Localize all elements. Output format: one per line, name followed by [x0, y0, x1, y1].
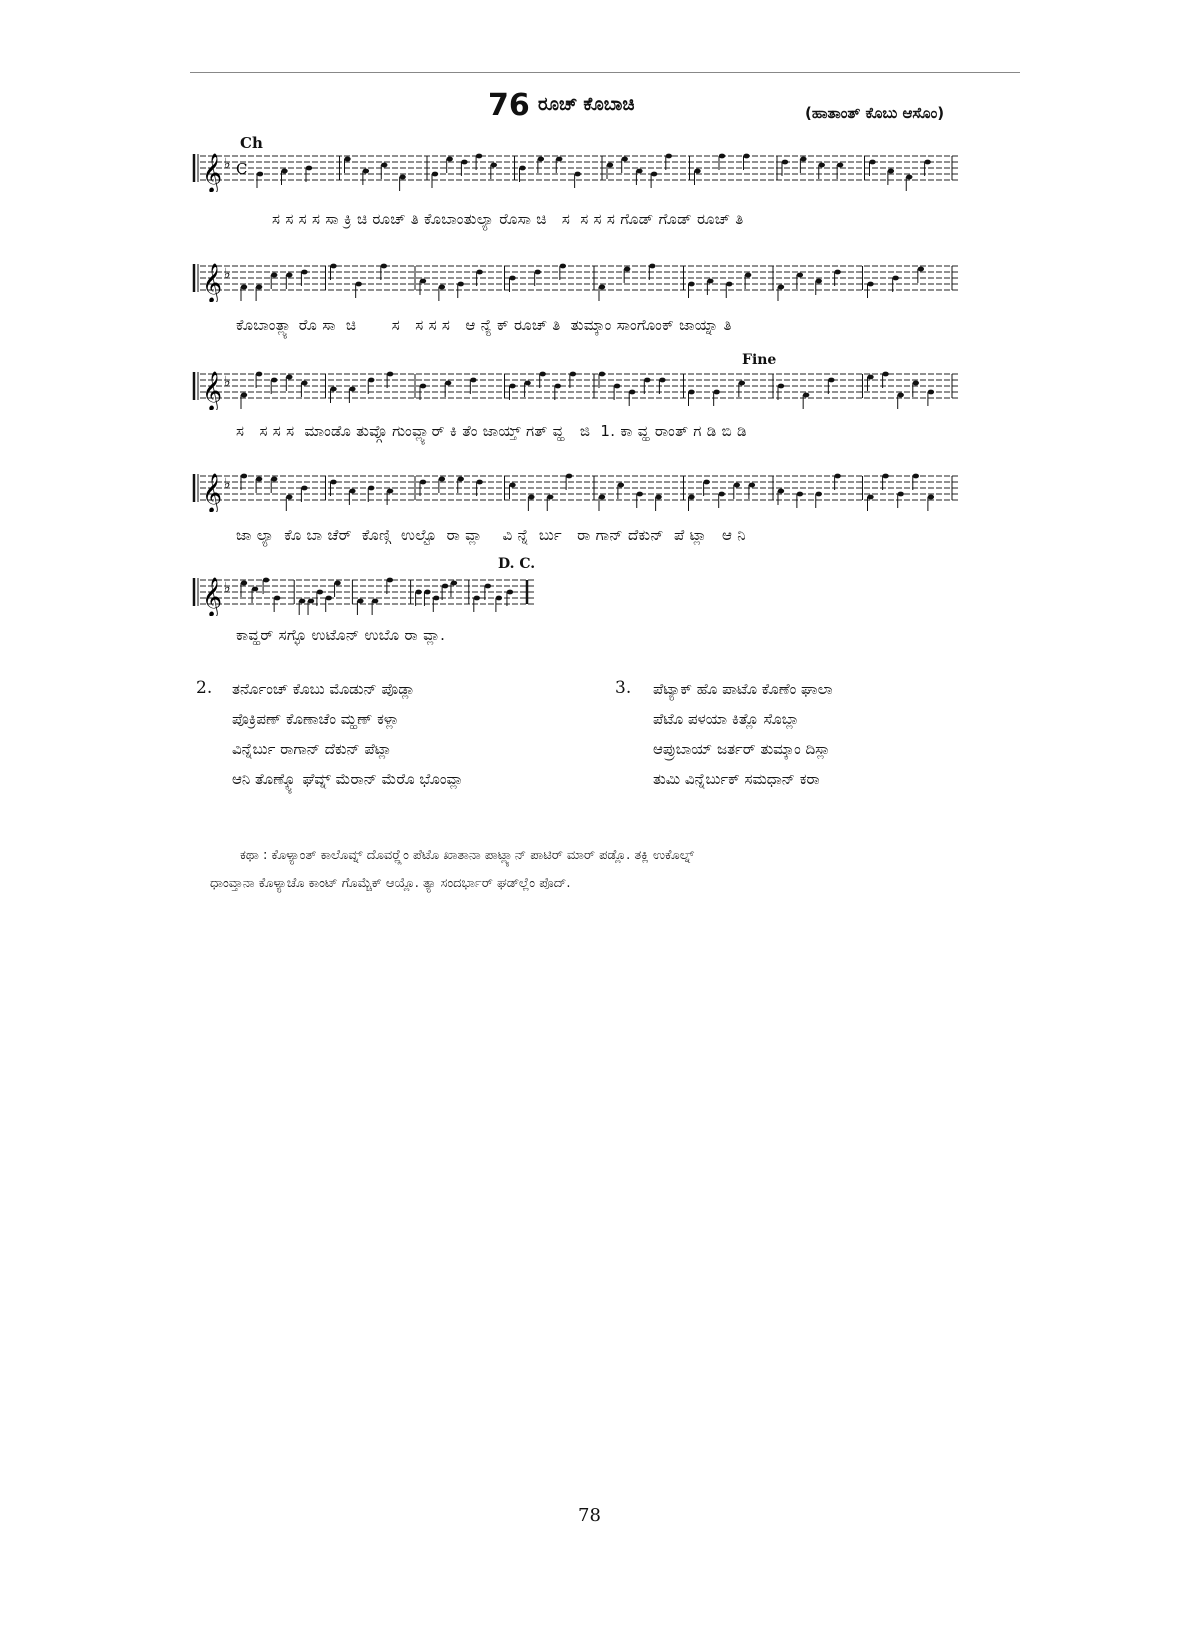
flat-icon: ♭	[224, 476, 231, 492]
note-head	[330, 480, 336, 485]
note-head	[420, 480, 426, 485]
note-head	[399, 175, 405, 180]
note-head	[898, 393, 904, 398]
note-head	[420, 384, 426, 389]
note-head	[368, 378, 374, 383]
note-head	[622, 157, 628, 162]
note-head	[368, 486, 374, 491]
music-staff-4	[192, 468, 962, 512]
note-head	[330, 264, 336, 269]
note-head	[734, 483, 740, 488]
note-head	[649, 264, 655, 269]
note-head	[470, 378, 476, 383]
note-head	[599, 285, 605, 290]
note-head	[256, 285, 262, 290]
story-line-2: ಧಾಂವ್ತಾನಾ ಕೊಳ್ಯಾಚೊ ಕಾಂಟ್ ಗೊಮ್ಚೆಕ್ ಆಯ್ಲೊ. ತ್ಯಾ ಸಂದರ್ಭಾರ್ ಘಡ್‍ಲ್ಲೆಂ ಪೊದ್.	[210, 876, 571, 891]
note-head	[306, 166, 312, 171]
note-head	[797, 273, 803, 278]
note-head	[458, 282, 464, 287]
treble-clef-icon: 𝄞	[202, 473, 223, 512]
note-head	[491, 163, 497, 168]
note-head	[387, 578, 393, 583]
note-head	[274, 596, 280, 601]
note-head	[688, 390, 694, 395]
note-head	[330, 387, 336, 392]
note-head	[299, 599, 305, 604]
note-head	[778, 384, 784, 389]
note-head	[726, 282, 732, 287]
staff-drawing	[192, 468, 962, 512]
note-head	[538, 157, 544, 162]
note-head	[474, 596, 480, 601]
note-head	[540, 372, 546, 377]
note-head	[599, 372, 605, 377]
note-head	[739, 381, 745, 386]
staff-drawing	[192, 148, 962, 192]
note-head	[387, 489, 393, 494]
note-head	[644, 378, 650, 383]
flat-icon: ♭	[224, 156, 231, 172]
note-head	[509, 384, 515, 389]
note-head	[271, 273, 277, 278]
note-head	[355, 282, 361, 287]
note-head	[803, 393, 809, 398]
verse-line: ವಿನ್ನೆರ್ಬು ರಾಗಾನ್ ದೆಕುನ್ ಪೆಟ್ಲಾ	[232, 740, 392, 758]
music-staff-3	[192, 366, 962, 410]
note-head	[357, 599, 363, 604]
top-rule	[190, 72, 1020, 73]
note-head	[534, 270, 540, 275]
song-subtitle: (ಹಾತಾಂತ್ ಕೊಬು ಆಸೊಂ)	[805, 104, 945, 122]
music-staff-1	[192, 148, 962, 192]
note-head	[286, 273, 292, 278]
note-head	[256, 372, 262, 377]
note-head	[461, 160, 467, 165]
staff-drawing	[192, 572, 537, 616]
flat-icon: ♭	[224, 374, 231, 390]
note-head	[629, 390, 635, 395]
note-head	[349, 489, 355, 494]
note-head	[707, 279, 713, 284]
note-head	[476, 270, 482, 275]
note-head	[476, 480, 482, 485]
note-head	[555, 384, 561, 389]
note-head	[888, 169, 894, 174]
note-head	[882, 372, 888, 377]
note-head	[301, 486, 307, 491]
flat-icon: ♭	[224, 266, 231, 282]
note-head	[928, 390, 934, 395]
song-number: 76	[488, 88, 530, 123]
note-head	[286, 375, 292, 380]
note-head	[439, 477, 445, 482]
treble-clef-icon: 𝄞	[202, 577, 223, 616]
note-head	[918, 267, 924, 272]
note-head	[496, 596, 502, 601]
lyric-line-4: ಜಾ ಲ್ಯಾ ಕೊ ಬಾ ಚೆರ್ ಕೊಣ್ಗಿ ಉಲ್ಟೊ ರಾ ವ್ಲಾ ವಿ ನ್ನೆ ರ್ಬು ರಾ ಗಾನ್ ದೆಕುನ್ ಪೆ ಟ್ಲಾ ಆ ನಿ	[236, 526, 746, 544]
note-head	[326, 596, 332, 601]
note-head	[867, 282, 873, 287]
note-head	[432, 172, 438, 177]
note-head	[271, 378, 277, 383]
note-head	[271, 477, 277, 482]
note-head	[381, 163, 387, 168]
note-head	[509, 276, 515, 281]
note-head	[867, 375, 873, 380]
lyric-line-1: ಸ ಸ ಸ ಸ ಸಾ ಕ್ರಿ ಚಿ ರೂಚ್ ತಿ ಕೊಬಾಂತುಲ್ಯಾ ರೊಸಾ ಚಿ ಸ ಸ ಸ ಸ ಗೊಡ್ ಗೊಡ್ ರೂಚ್ ತಿ	[272, 210, 744, 228]
verse-line: ತರ್ನೊಂಚ್ ಕೊಬು ಮೊಡುನ್ ಪೊಡ್ಲಾ	[232, 680, 415, 698]
lyric-line-3: ಸ ಸ ಸ ಸ ಮಾಂಡೊ ತುವ್ಗೊ ಗುಂವ್ಲ್ಯಾರ್ ಕಿ ತೆಂ ಜಾಯ್ತ್ ಗತ್ ವ್ಹ ಜಿ 1. ಕಾ ವ್ಹ ರಾಂತ್ ಗ ಡಿ ಬಿ ಡಿ	[236, 422, 747, 440]
verse-line: ಪೆಟ್ಯಾಕ್ ಹೊ ಪಾಟೊ ಕೊಣೆಂ ಘಾಲಾ	[653, 680, 833, 698]
note-head	[797, 492, 803, 497]
song-title: ರೂಚ್ ಕೊಬಾಚಿ	[538, 94, 635, 115]
note-head	[334, 581, 340, 586]
note-head	[509, 483, 515, 488]
music-staff-5	[192, 572, 537, 616]
note-head	[301, 381, 307, 386]
note-head	[637, 492, 643, 497]
note-head	[624, 267, 630, 272]
note-head	[636, 169, 642, 174]
note-head	[828, 378, 834, 383]
verse-line: ತುಮಿ ವಿನ್ನೆರ್ಬುಕ್ ಸಮಧಾನ್ ಕರಾ	[653, 770, 820, 788]
note-head	[281, 169, 287, 174]
note-head	[433, 596, 439, 601]
note-head	[749, 483, 755, 488]
page-number: 78	[578, 1505, 601, 1526]
fine-marker: Fine	[742, 352, 777, 368]
verse-line: ಆಪ್ರುಬಾಯ್ ಜರ್ತರ್ ತುಮ್ಕಾಂ ದಿಸ್ಲಾ	[653, 740, 831, 758]
note-head	[363, 169, 369, 174]
note-head	[882, 474, 888, 479]
note-head	[614, 384, 620, 389]
note-head	[778, 285, 784, 290]
note-head	[713, 390, 719, 395]
note-head	[659, 378, 665, 383]
staff-drawing	[192, 366, 962, 410]
note-head	[743, 154, 749, 159]
note-head	[451, 581, 457, 586]
note-head	[778, 489, 784, 494]
dc-marker: D. C.	[498, 556, 536, 572]
note-head	[928, 495, 934, 500]
note-head	[256, 477, 262, 482]
note-head	[507, 590, 513, 595]
lyric-line-5: ಕಾವ್ಹರ್ ಸಗ್ಳೊ ಉಟೊನ್ ಉಬೊ ರಾ ವ್ಲಾ.	[236, 626, 446, 644]
note-head	[241, 285, 247, 290]
note-head	[424, 590, 430, 595]
note-head	[458, 477, 464, 482]
note-head	[913, 474, 919, 479]
note-head	[703, 480, 709, 485]
note-head	[655, 495, 661, 500]
note-head	[524, 381, 530, 386]
chord-label: Ch	[240, 134, 263, 152]
note-head	[618, 483, 624, 488]
note-head	[381, 264, 387, 269]
note-head	[867, 495, 873, 500]
note-head	[485, 584, 491, 589]
note-head	[547, 495, 553, 500]
note-head	[415, 590, 421, 595]
note-head	[257, 172, 263, 177]
note-head	[898, 492, 904, 497]
story-line-1: ಕಥಾ : ಕೊಳ್ಯಾಂತ್ ಕಾಲೊವ್ನ್ ದೊವರ್‍ಲ್ಲೆಂ ಪೆಟೊ ಖಾತಾನಾ ಪಾಟ್ಲ್ಯಾನ್ ಪಾಟಿರ್ ಮಾರ್ ಪಡ್ಲೊ. ತಕ್ಲಿ ಉಕೊಲ್ನ್	[240, 848, 695, 863]
verse-number: 3.	[615, 678, 632, 698]
note-head	[800, 157, 806, 162]
note-head	[349, 387, 355, 392]
verse-line: ಪೊಕ್ರಿಪಣ್ ಕೊಣಾಚೆಂ ಮ್ಹಣ್ ಕಳ್ಲಾ	[232, 710, 400, 728]
note-head	[519, 166, 525, 171]
note-head	[719, 154, 725, 159]
note-head	[719, 492, 725, 497]
staff-drawing	[192, 258, 962, 302]
verse-number: 2.	[196, 678, 213, 698]
note-head	[556, 157, 562, 162]
note-head	[688, 495, 694, 500]
treble-clef-icon: 𝄞	[202, 371, 223, 410]
note-head	[560, 264, 566, 269]
note-head	[694, 169, 700, 174]
note-head	[819, 163, 825, 168]
treble-clef-icon: 𝄞	[202, 263, 223, 302]
note-head	[241, 474, 247, 479]
note-head	[344, 157, 350, 162]
note-head	[301, 270, 307, 275]
note-head	[688, 282, 694, 287]
note-head	[782, 160, 788, 165]
note-head	[442, 584, 448, 589]
note-head	[241, 393, 247, 398]
note-head	[834, 474, 840, 479]
note-head	[651, 172, 657, 177]
note-head	[906, 175, 912, 180]
note-head	[317, 590, 323, 595]
note-head	[439, 285, 445, 290]
note-head	[913, 381, 919, 386]
note-head	[837, 163, 843, 168]
note-head	[476, 154, 482, 159]
note-head	[263, 578, 269, 583]
note-head	[447, 157, 453, 162]
lyric-line-2: ಕೊಬಾಂತ್ಲ್ಯಾ ರೊ ಸಾ ಚಿ ಸ ಸ ಸ ಸ ಆ ನ್ಯೆ ಕ್ ರೂಚ್ ತಿ ತುಮ್ಕಾಂ ಸಾಂಗೊಂಕ್ ಜಾಯ್ನಾ ತಿ	[236, 316, 732, 334]
note-head	[607, 163, 613, 168]
treble-clef-icon: 𝄞	[202, 153, 223, 192]
note-head	[924, 160, 930, 165]
note-head	[241, 581, 247, 586]
note-head	[566, 474, 572, 479]
flat-icon: ♭	[224, 580, 231, 596]
verse-line: ಪೆಟೊ ಪಳಯಾ ಕಿತ್ಲೊ ಸೊಬ್ಲಾ	[653, 710, 800, 728]
note-head	[308, 599, 314, 604]
note-head	[834, 270, 840, 275]
note-head	[252, 587, 258, 592]
verse-line: ಆನಿ ತೊಣ್ಕ್ಯೊ ಘೆವ್ನ್ ಮೆರಾನ್ ಮೆರೊ ಭೊಂವ್ಲಾ	[232, 770, 464, 788]
note-head	[892, 276, 898, 281]
note-head	[420, 279, 426, 284]
note-head	[286, 495, 292, 500]
note-head	[745, 273, 751, 278]
note-head	[387, 372, 393, 377]
note-head	[570, 372, 576, 377]
note-head	[528, 495, 534, 500]
story-paragraph	[210, 842, 1010, 898]
note-head	[666, 154, 672, 159]
common-time-icon: C	[236, 160, 248, 178]
music-staff-2	[192, 258, 962, 302]
note-head	[869, 160, 875, 165]
note-head	[445, 381, 451, 386]
note-head	[816, 279, 822, 284]
note-head	[816, 492, 822, 497]
note-head	[372, 599, 378, 604]
note-head	[574, 172, 580, 177]
note-head	[599, 495, 605, 500]
